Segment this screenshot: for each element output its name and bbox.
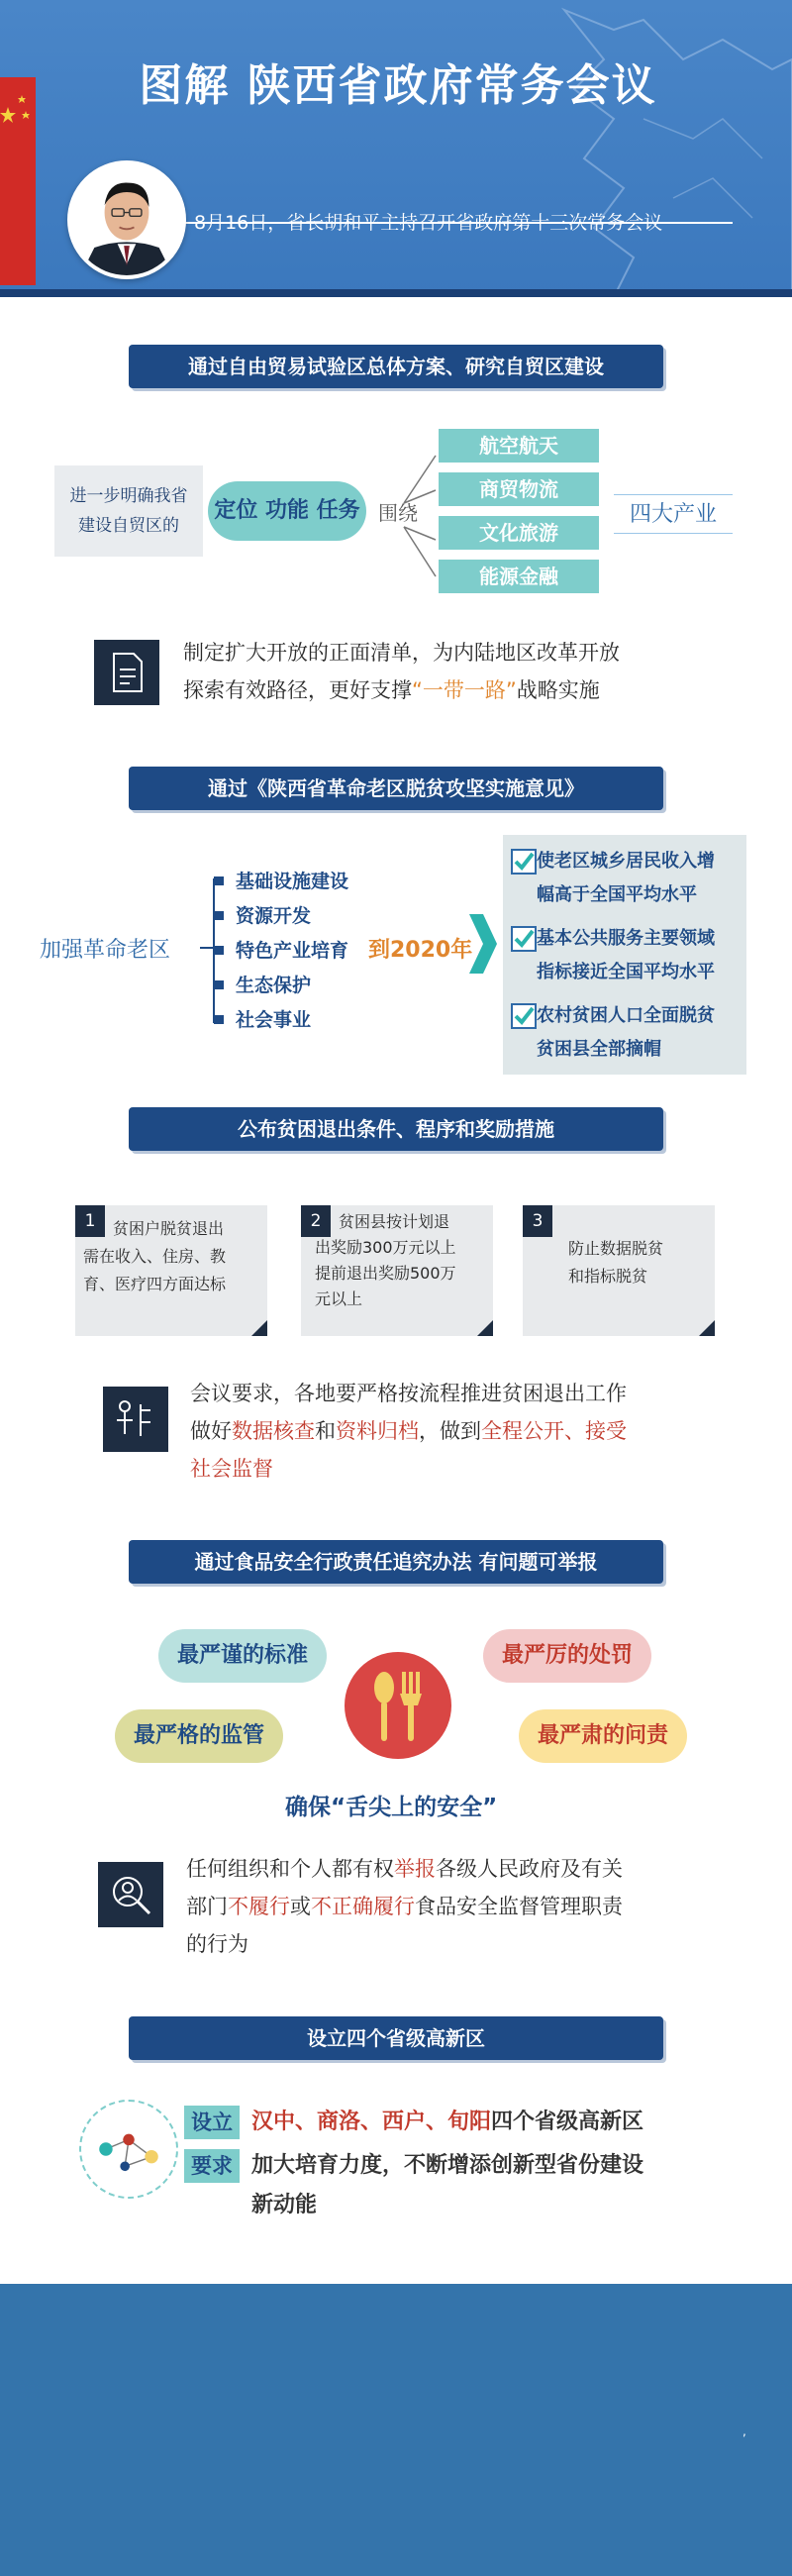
- card-line: 贫困户脱贫退出: [113, 1219, 225, 1238]
- text-span: 食品安全监督管理职责: [415, 1895, 623, 1918]
- penalty-pill: 最严厉的处罚: [483, 1629, 651, 1683]
- flag-icon: [0, 77, 36, 285]
- accountability-pill: 最严肃的问责: [519, 1709, 687, 1763]
- target-year: 到2020年: [368, 938, 473, 963]
- four-industries-label: 四大产业: [614, 494, 733, 534]
- zone-names: 汉中、商洛、西户、旬阳: [251, 2110, 492, 2134]
- tongue-safety-slogan: 确保“舌尖上的安全”: [285, 1795, 498, 1820]
- card-line: 和指标脱贫: [568, 1267, 648, 1286]
- exit-para-line2: [190, 1412, 627, 1450]
- exit-paragraph: [190, 1375, 627, 1488]
- document-icon: [94, 640, 159, 705]
- establish-tag: 设立: [184, 2106, 240, 2139]
- exit-card: [523, 1205, 715, 1336]
- card-fold: [699, 1320, 715, 1336]
- supervision-pill: 最严格的监管: [115, 1709, 283, 1763]
- ftz-around-label: 围绕: [378, 501, 418, 525]
- section-title-food-safety: 通过食品安全行政责任追究办法 有问题可举报: [129, 1540, 663, 1584]
- zones-line2: 加大培育力度，不断增添创新型省份建设: [251, 2153, 644, 2178]
- header-banner: [0, 0, 792, 297]
- measure-item: 基础设施建设: [236, 871, 349, 892]
- network-icon: [79, 2100, 178, 2199]
- exit-para-line1: 会议要求，各地要严格按流程推进贫困退出工作: [190, 1382, 627, 1405]
- highlight-text: 资料归档: [336, 1419, 419, 1443]
- report-para-line2: [186, 1888, 623, 1925]
- card-text: [75, 1215, 259, 1298]
- ftz-lead-line2: 建设自贸区的: [78, 516, 179, 536]
- text-span: 战略实施: [516, 678, 600, 702]
- card-number: 1: [75, 1205, 105, 1237]
- chevron-right-icon: [465, 914, 497, 974]
- card-text: [301, 1209, 485, 1312]
- text-span: 和: [315, 1419, 336, 1443]
- standard-pill: 最严谨的标准: [158, 1629, 327, 1683]
- belt-road-highlight: “一带一路”: [412, 678, 517, 702]
- industry-item: 航空航天: [439, 429, 599, 463]
- checkbox-icon: [511, 849, 537, 875]
- highlight-text: 不正确履行: [311, 1895, 415, 1918]
- card-number: 2: [301, 1205, 331, 1237]
- ftz-para-line1: 制定扩大开放的正面清单，为内陆地区改革开放: [183, 641, 620, 665]
- plate-icon: [345, 1652, 451, 1759]
- exit-card: [75, 1205, 267, 1336]
- goal-item: [511, 845, 739, 912]
- highlight-text: 全程公开、接受: [481, 1419, 627, 1443]
- ftz-para-line2: [183, 671, 620, 709]
- ftz-paragraph: [183, 634, 620, 709]
- search-user-icon: [98, 1862, 163, 1927]
- measure-item: 社会事业: [236, 1009, 312, 1031]
- goal-line: 基本公共服务主要领域: [537, 928, 715, 949]
- zones-line3: 新动能: [251, 2193, 318, 2217]
- industry-item: 文化旅游: [439, 516, 599, 550]
- province-map-outline: [416, 0, 792, 297]
- section-title-ftz: 通过自由贸易试验区总体方案、研究自贸区建设: [129, 345, 663, 388]
- require-tag: 要求: [184, 2149, 240, 2183]
- header-bottom-bar: [0, 289, 792, 297]
- measure-item: 特色产业培育: [236, 940, 349, 962]
- card-line: 需在收入、住房、教: [83, 1247, 227, 1266]
- goal-line: 幅高于全国平均水平: [537, 884, 697, 905]
- flowchart-icon: [103, 1387, 168, 1452]
- goals-box: [503, 835, 746, 1075]
- card-fold: [477, 1320, 493, 1336]
- card-line: 元以上: [315, 1289, 363, 1308]
- section-title-hitech-zones: 设立四个省级高新区: [129, 2016, 663, 2060]
- checkbox-icon: [511, 1003, 537, 1029]
- text-span: 做好: [190, 1419, 232, 1443]
- goal-line: 使老区城乡居民收入增: [537, 851, 715, 872]
- card-line: 育、医疗四方面达标: [83, 1275, 227, 1293]
- spoon-fork-icon: [345, 1652, 451, 1759]
- text-span: ，做到: [419, 1419, 481, 1443]
- section-title-poverty: 通过《陕西省革命老区脱贫攻坚实施意见》: [129, 767, 663, 810]
- checkbox-icon: [511, 926, 537, 952]
- section-title-exit: 公布贫困退出条件、程序和奖励措施: [129, 1107, 663, 1151]
- footer-mark: ,: [742, 2424, 746, 2438]
- page-title: 图解 陕西省政府常务会议: [139, 60, 657, 111]
- report-paragraph: [186, 1850, 623, 1963]
- avatar: [67, 160, 186, 279]
- ftz-lead-line1: 进一步明确我省: [69, 486, 188, 506]
- text-span: 任何组织和个人都有权: [186, 1857, 394, 1881]
- measure-item: 资源开发: [236, 905, 312, 927]
- card-number: 3: [523, 1205, 552, 1237]
- zones-line1: [251, 2103, 644, 2142]
- text-span: 或: [290, 1895, 311, 1918]
- measure-item: 生态保护: [236, 975, 312, 996]
- text-span: 部门: [186, 1895, 228, 1918]
- bracket-connector: [200, 876, 234, 1035]
- goal-line: 贫困县全部摘帽: [537, 1039, 661, 1060]
- card-line: 提前退出奖励500万: [315, 1264, 456, 1283]
- highlight-text: 不履行: [228, 1895, 290, 1918]
- text-span: 各级人民政府及有关: [436, 1857, 623, 1881]
- goal-item: [511, 922, 739, 989]
- footer-band: [0, 2284, 792, 2576]
- highlight-text: 数据核查: [232, 1419, 315, 1443]
- report-para-line1: [186, 1850, 623, 1888]
- portrait-icon: [71, 164, 182, 275]
- goal-line: 指标接近全国平均水平: [537, 962, 715, 982]
- meeting-caption: 8月16日，省长胡和平主持召开省政府第十三次常务会议: [194, 212, 663, 234]
- card-line: 出奖励300万元以上: [315, 1238, 456, 1257]
- exit-card: [301, 1205, 493, 1336]
- goal-line: 农村贫困人口全面脱贫: [537, 1005, 715, 1026]
- card-fold: [251, 1320, 267, 1336]
- old-area-lead: 加强革命老区: [40, 938, 171, 963]
- industry-item: 能源金融: [439, 560, 599, 593]
- exit-para-line3: 社会监督: [190, 1457, 273, 1481]
- ftz-oval: 定位 功能 任务: [208, 481, 366, 541]
- ftz-lead-box: [54, 465, 203, 557]
- highlight-text: 举报: [394, 1857, 436, 1881]
- text-span: 探索有效路径，更好支撑: [183, 678, 412, 702]
- card-line: 防止数据脱贫: [568, 1239, 664, 1258]
- industry-item: 商贸物流: [439, 472, 599, 506]
- branch-lines: [396, 446, 440, 584]
- card-text: [568, 1235, 707, 1290]
- goal-item: [511, 999, 739, 1067]
- text-span: 四个省级高新区: [491, 2110, 644, 2134]
- report-para-line3: 的行为: [186, 1932, 248, 1956]
- card-line: 贫困县按计划退: [339, 1212, 450, 1231]
